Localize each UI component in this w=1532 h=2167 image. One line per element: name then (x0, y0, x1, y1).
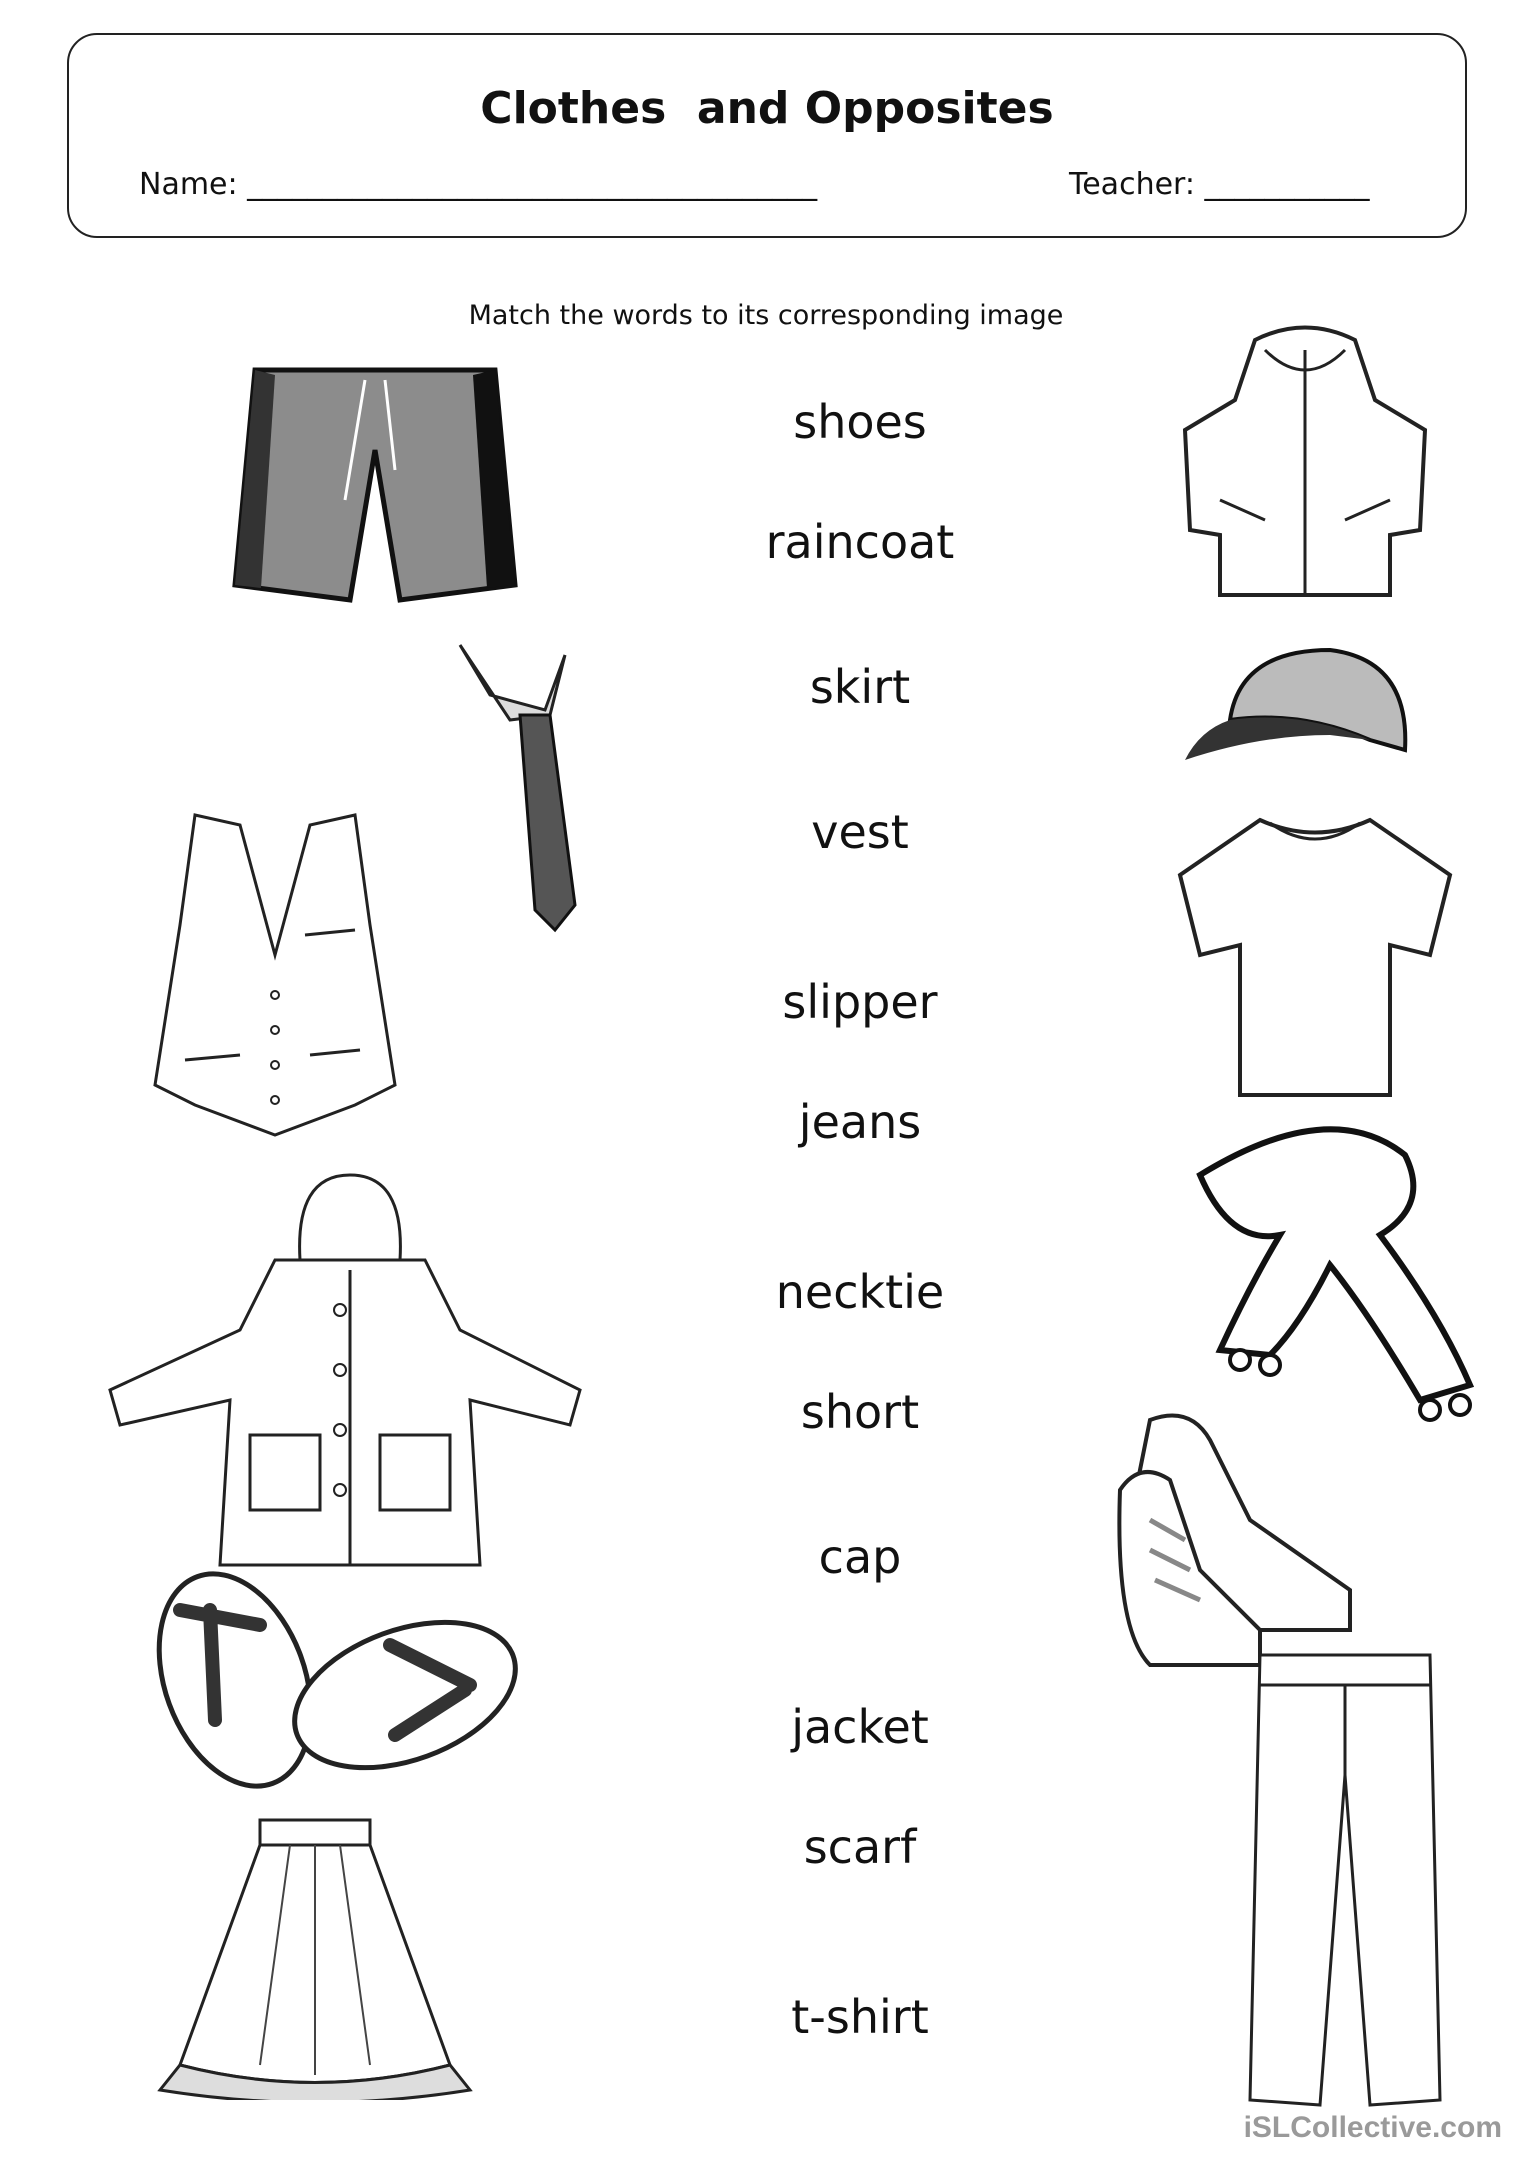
word-raincoat: raincoat (765, 515, 955, 569)
word-skirt: skirt (809, 660, 911, 714)
raincoat-image (100, 1170, 590, 1570)
hoodie-image (1175, 320, 1435, 620)
word-short: short (800, 1385, 920, 1439)
necktie-image (450, 635, 590, 935)
slippers-image (140, 1565, 520, 1795)
vest-image (145, 805, 405, 1145)
jeans-image (1240, 1645, 1450, 2115)
word-cap: cap (818, 1530, 902, 1584)
header-box (67, 33, 1467, 238)
worksheet-title: Clothes and Opposites (480, 83, 1054, 134)
scarf-image (1170, 1115, 1500, 1435)
word-vest: vest (811, 805, 909, 859)
teacher-field[interactable]: Teacher: ___________ (1069, 167, 1370, 202)
shorts-image (225, 360, 525, 620)
word-shoes: shoes (793, 395, 927, 449)
sneakers-image (1110, 1400, 1360, 1670)
t-shirt-image (1170, 805, 1460, 1105)
name-field[interactable]: Name: ______________________________________ (139, 167, 818, 202)
skirt-image (150, 1815, 480, 2100)
word-slipper: slipper (782, 975, 938, 1029)
word-scarf: scarf (803, 1820, 917, 1874)
word-jeans: jeans (798, 1095, 922, 1149)
word-jacket: jacket (791, 1700, 929, 1754)
word-t-shirt: t-shirt (791, 1990, 929, 2044)
word-necktie: necktie (775, 1265, 945, 1319)
instruction-text: Match the words to its corresponding image (468, 300, 1064, 331)
watermark: iSLCollective.com (1243, 2111, 1502, 2144)
cap-image (1180, 640, 1420, 770)
